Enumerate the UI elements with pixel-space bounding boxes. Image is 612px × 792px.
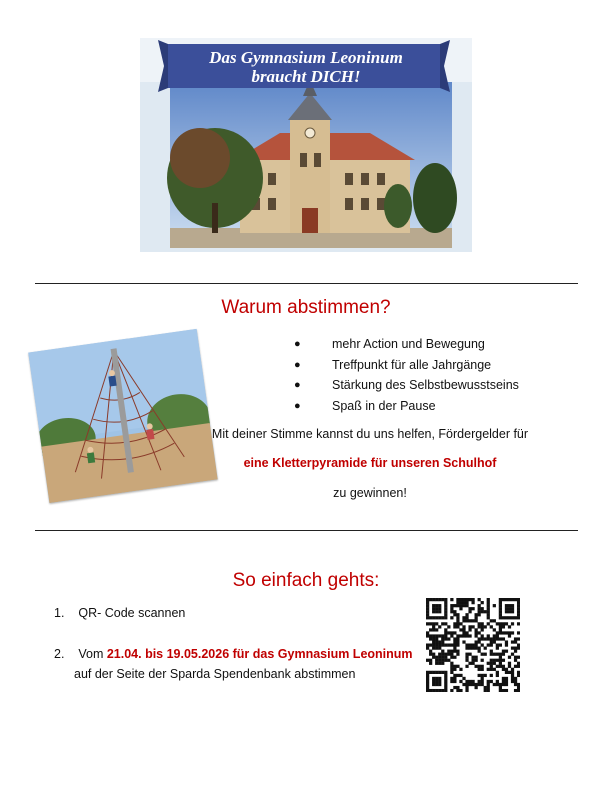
why-title: Warum abstimmen? <box>221 297 391 318</box>
support-text: Mit deiner Stimme kannst du uns helfen, Fördergelder für <box>211 427 529 441</box>
banner-line-1: Das Gymnasium Leoninum <box>209 48 403 67</box>
step-2 <box>54 647 413 661</box>
bullet-icon: ● <box>294 338 301 351</box>
list-item: ● Spaß in der Pause <box>290 396 519 417</box>
vote-period-highlight: 21.04. bis 19.05.2026 für das Gymnasium Leoninum <box>106 647 413 661</box>
divider-top <box>35 283 578 284</box>
pyramid-highlight: eine Kletterpyramide für unseren Schulhof <box>243 456 497 470</box>
bullet-icon: ● <box>294 358 301 371</box>
step-1 <box>54 606 185 620</box>
qr-code[interactable] <box>426 598 520 692</box>
step-2-continued: auf der Seite der Sparda Spendenbank abstimmen <box>74 667 356 681</box>
step-number: 2. <box>54 647 65 661</box>
step-text: Vom <box>78 647 104 661</box>
bullet-icon: ● <box>294 379 301 392</box>
climbing-pyramid-photo <box>28 329 217 503</box>
school-banner <box>170 43 442 91</box>
how-title: So einfach gehts: <box>232 570 380 591</box>
list-item: ● Stärkung des Selbstbewusstseins <box>290 375 519 396</box>
win-text: zu gewinnen! <box>333 486 407 500</box>
list-item: ● Treffpunkt für alle Jahrgänge <box>290 355 519 376</box>
banner-line-2: braucht DICH! <box>251 67 361 86</box>
divider-bottom <box>35 530 578 531</box>
benefits-list <box>290 334 519 416</box>
bullet-icon: ● <box>294 399 301 412</box>
list-item: ● mehr Action und Bewegung <box>290 334 519 355</box>
step-text: QR- Code scannen <box>78 606 186 620</box>
step-number: 1. <box>54 606 65 620</box>
